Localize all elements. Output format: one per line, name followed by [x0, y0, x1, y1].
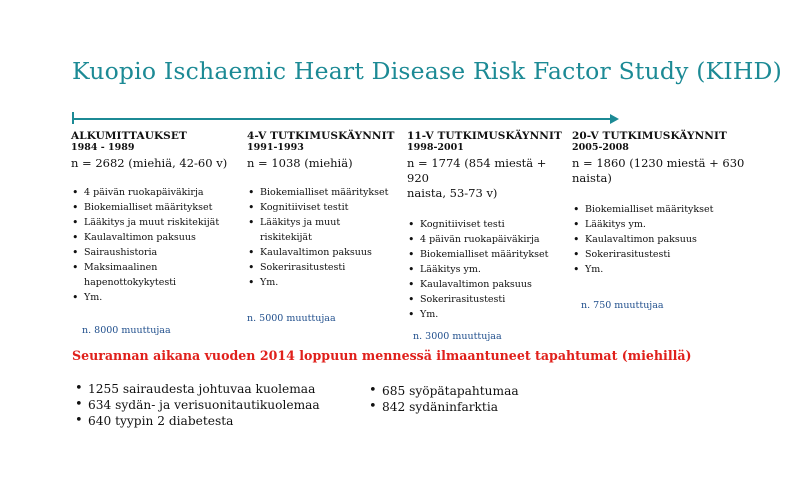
phase-column-20y	[572, 130, 747, 277]
followup-outcomes-left	[74, 381, 320, 429]
phase-measurement-list	[572, 202, 747, 277]
measurement-item: • Biokemialliset määritykset	[247, 185, 402, 200]
measurement-item: • Kaulavaltimon paksuus	[247, 245, 402, 260]
phase-participants: n = 1038 (miehiä)	[247, 156, 353, 170]
timeline-arrowhead-icon	[610, 114, 619, 124]
timeline-line	[72, 118, 612, 120]
phase-years: 1984 - 1989	[71, 142, 135, 153]
phase-years: 2005-2008	[572, 142, 629, 153]
measurement-item: • Ym.	[71, 290, 231, 305]
phase-column-baseline	[71, 130, 231, 305]
measurement-item: • Lääkitys ym.	[572, 217, 747, 232]
phase-years: 1998-2001	[407, 142, 464, 153]
followup-title: Seurannan aikana vuoden 2014 loppuun mennessä ilmaantuneet tapahtumat (miehillä)	[72, 348, 692, 363]
measurement-item: • Sokerirasitustesti	[572, 247, 747, 262]
outcome-item: • 634 sydän- ja verisuonitautikuolemaa	[74, 397, 320, 413]
measurement-item: • Ym.	[247, 275, 402, 290]
measurement-item: • Kognitiiviset testit	[247, 200, 402, 215]
phase-measurement-list	[247, 185, 402, 290]
phase-variable-count: n. 3000 muuttujaa	[413, 331, 502, 342]
phase-variable-count: n. 5000 muuttujaa	[247, 313, 336, 324]
outcome-item: • 842 sydäninfarktia	[368, 399, 519, 415]
measurement-item: • Ym.	[572, 262, 747, 277]
measurement-item: • Biokemialliset määritykset	[407, 247, 572, 262]
measurement-item: • Biokemialliset määritykset	[572, 202, 747, 217]
phase-column-11y	[407, 130, 572, 322]
page-title: Kuopio Ischaemic Heart Disease Risk Factor Study (KIHD)	[72, 57, 782, 85]
phase-measurement-list	[407, 217, 572, 322]
phase-participants: n = 1860 (1230 miestä + 630 naista)	[572, 156, 745, 185]
outcome-item: • 685 syöpätapahtumaa	[368, 383, 519, 399]
phase-variable-count: n. 8000 muuttujaa	[82, 325, 171, 336]
outcome-item: • 1255 sairaudesta johtuvaa kuolemaa	[74, 381, 320, 397]
phase-heading: 4-V TUTKIMUSKÄYNNIT	[247, 130, 395, 142]
measurement-item: • Kaulavaltimon paksuus	[572, 232, 747, 247]
phase-heading: 11-V TUTKIMUSKÄYNNIT	[407, 130, 562, 142]
measurement-item: • Ym.	[407, 307, 572, 322]
followup-outcomes-right	[368, 383, 519, 415]
measurement-item: • Sairaushistoria	[71, 245, 231, 260]
outcome-item: • 640 tyypin 2 diabetesta	[74, 413, 320, 429]
measurement-item: • 4 päivän ruokapäiväkirja	[407, 232, 572, 247]
measurement-item: • Lääkitys ym.	[407, 262, 572, 277]
measurement-item: • Lääkitys ja muut riskitekijät	[247, 215, 375, 245]
phase-column-4y	[247, 130, 402, 290]
phase-heading: ALKUMITTAUKSET	[71, 130, 187, 142]
phase-variable-count: n. 750 muuttujaa	[581, 300, 664, 311]
measurement-item: • Kaulavaltimon paksuus	[407, 277, 572, 292]
measurement-item: • Maksimaalinen hapenottokykytesti	[71, 260, 204, 290]
phase-participants: n = 2682 (miehiä, 42-60 v)	[71, 156, 228, 170]
phase-measurement-list	[71, 185, 231, 305]
measurement-item: • Kognitiiviset testi	[407, 217, 572, 232]
measurement-item: • Kaulavaltimon paksuus	[71, 230, 231, 245]
measurement-item: • Sokerirasitustesti	[247, 260, 402, 275]
measurement-item: • Lääkitys ja muut riskitekijät	[71, 215, 231, 230]
measurement-item: • Sokerirasitustesti	[407, 292, 572, 307]
phase-years: 1991-1993	[247, 142, 304, 153]
phase-participants: n = 1774 (854 miestä + 920 naista, 53-73 v)	[407, 156, 547, 200]
phase-heading: 20-V TUTKIMUSKÄYNNIT	[572, 130, 727, 142]
measurement-item: • Biokemialliset määritykset	[71, 200, 231, 215]
measurement-item: • 4 päivän ruokapäiväkirja	[71, 185, 231, 200]
